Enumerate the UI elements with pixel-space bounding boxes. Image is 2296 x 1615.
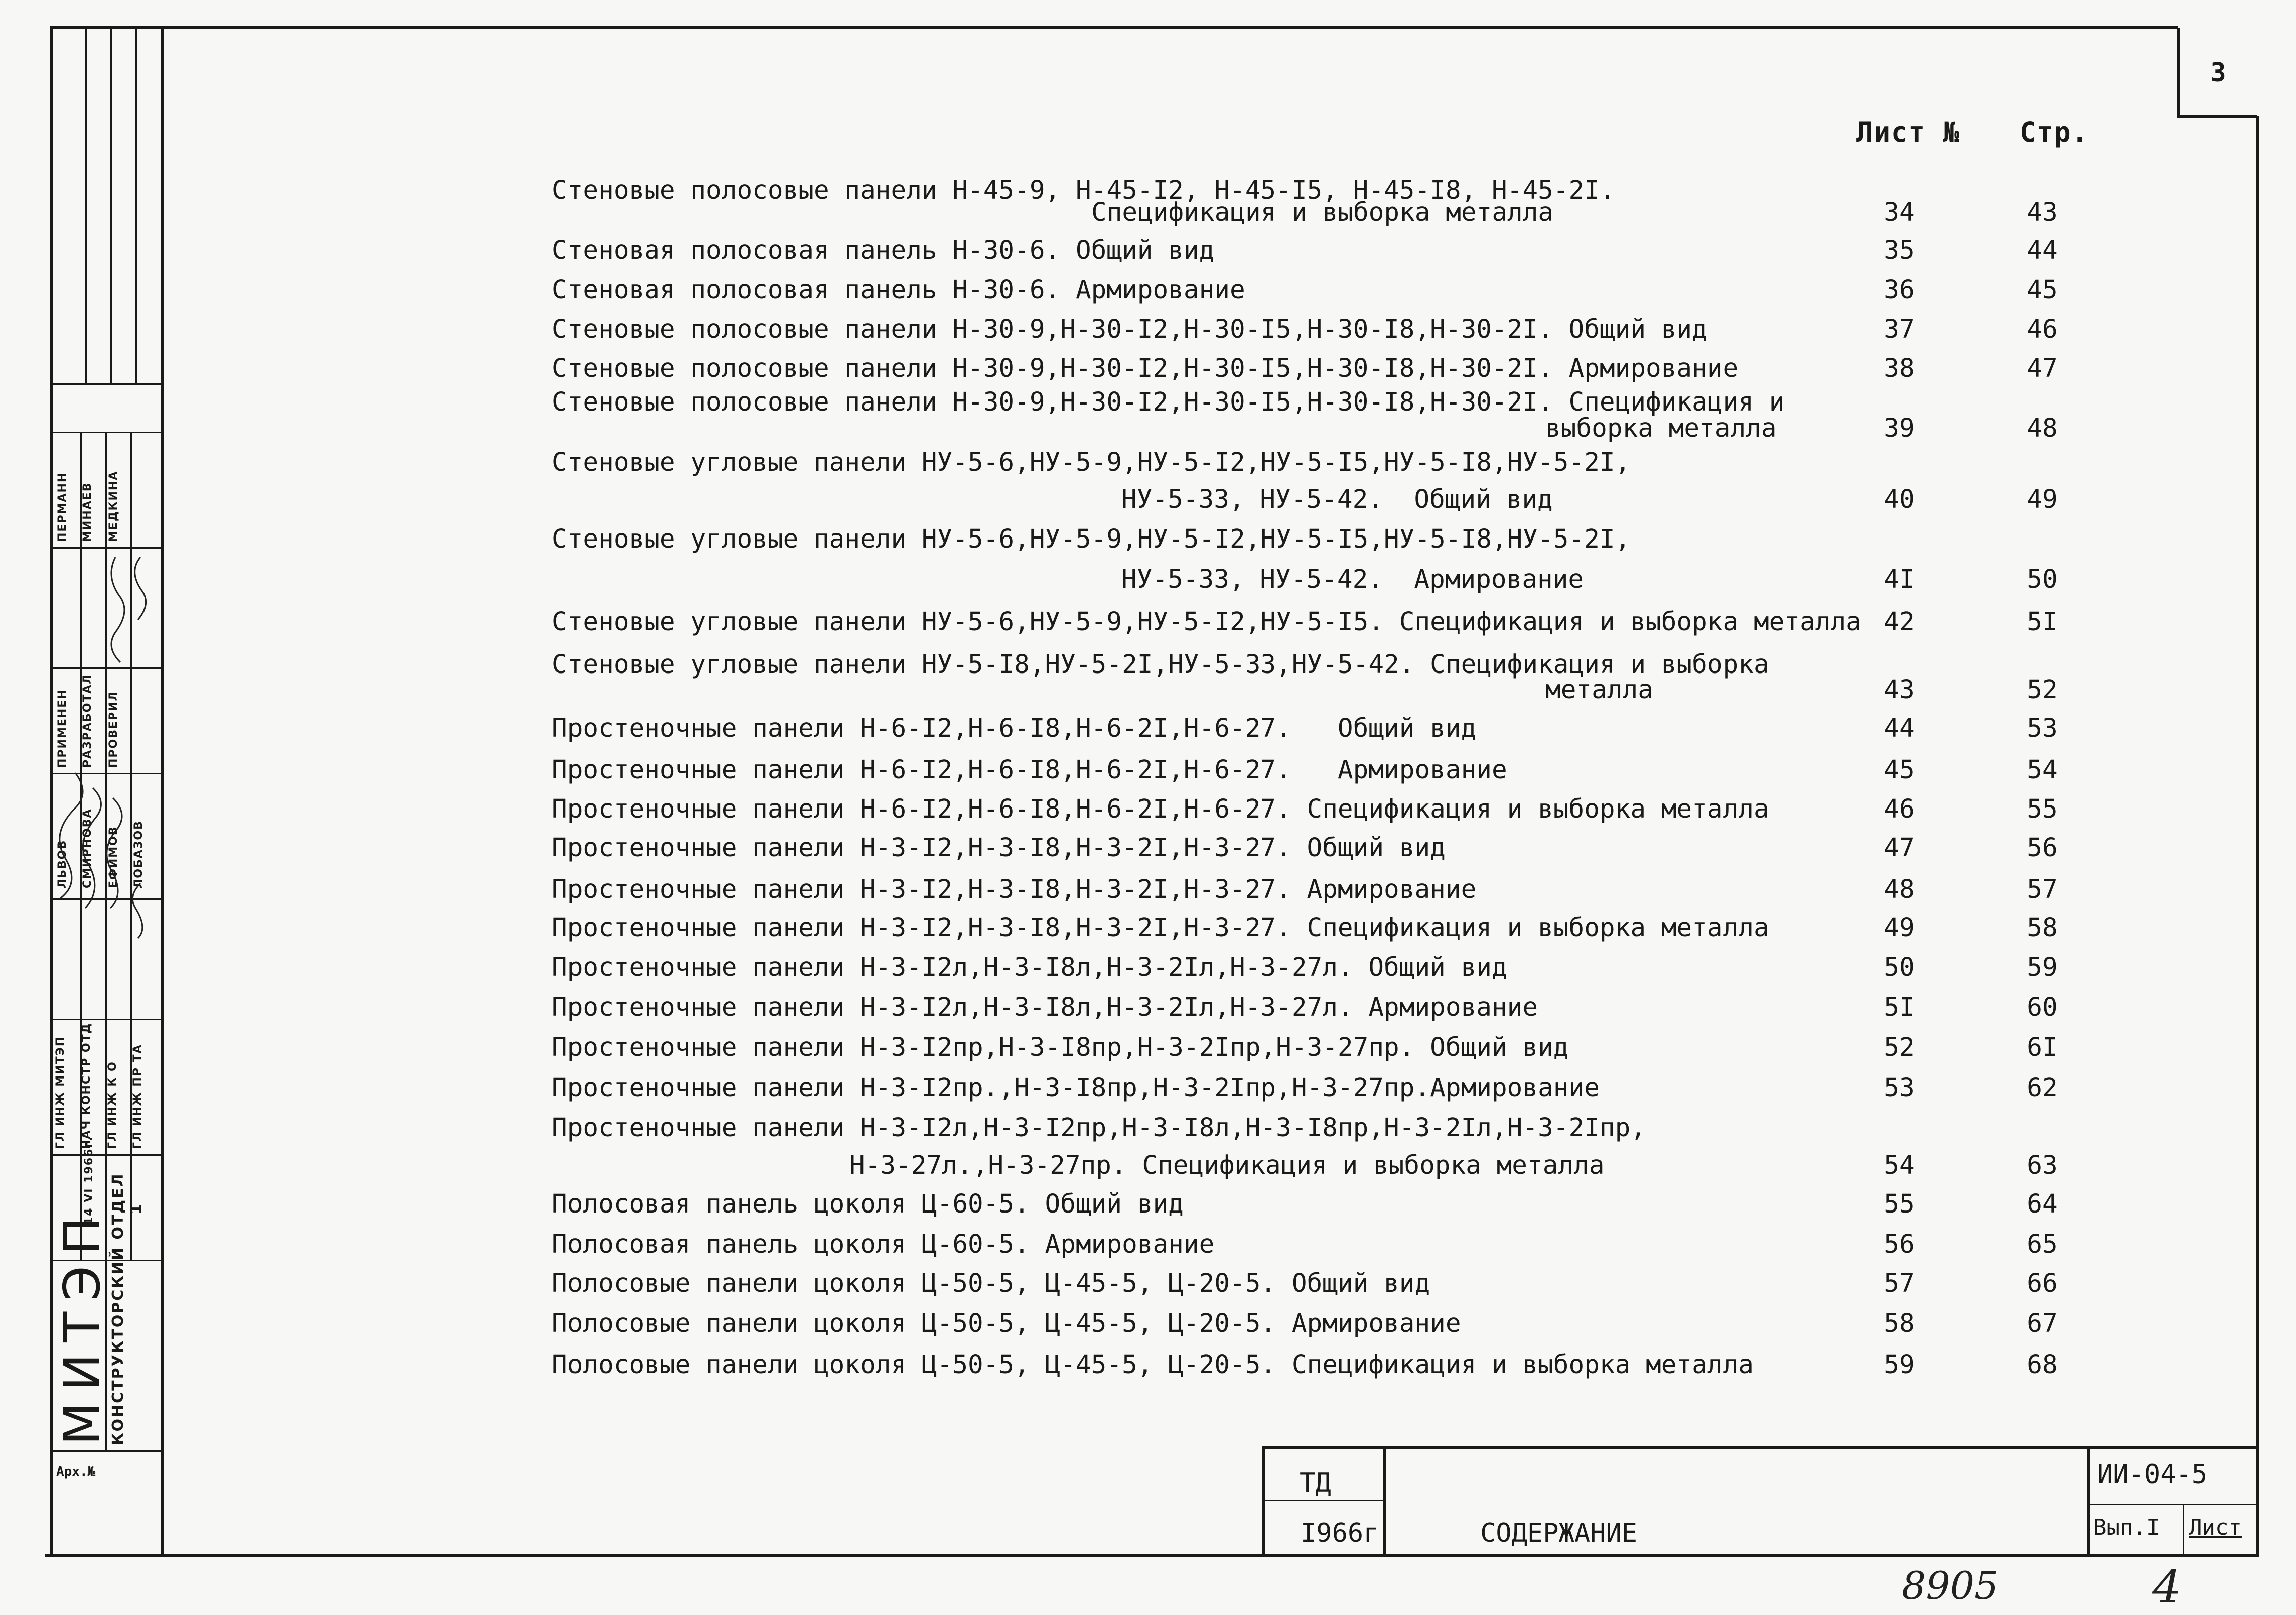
sheet-label: Лист (2189, 1515, 2242, 1540)
tb-mid2 (2087, 1504, 2258, 1505)
frame-bottom (45, 1554, 2259, 1557)
frame-top (50, 26, 2178, 29)
signature-marks (50, 547, 164, 1159)
name2-3: МЕДКИНА (107, 470, 120, 542)
role-2: НАЧ КОНСТР ОТД (80, 1022, 93, 1149)
dept-name: КОНСТРУКТОРСКИЙ ОТДЕЛ (109, 1172, 127, 1445)
stamp-divider (135, 26, 137, 383)
stamp-date: 14 VI 1966г. (83, 1136, 95, 1225)
handwritten-number: 8905 (1902, 1563, 1999, 1608)
archive-label: Арх.№ (56, 1464, 96, 1479)
stamp-divider (110, 26, 112, 383)
doc-title: СОДЕРЖАНИЕ (1480, 1518, 1638, 1548)
role-4: ГЛ ИНЖ ПР ТА (131, 1044, 144, 1149)
role2-3: ПРОВЕРИЛ (107, 691, 120, 768)
page-number: 3 (2177, 28, 2257, 118)
name-2: СМИРНОВА (81, 808, 94, 888)
stamp-divider (85, 26, 87, 383)
name-3: ЕФИМОВ (107, 826, 120, 888)
td-label: ТД (1300, 1468, 1331, 1498)
sheet-column-header: Лист № (1856, 116, 1961, 148)
stamp-divider (50, 432, 164, 433)
page-column-header: Стр. (2020, 116, 2089, 148)
stamp-divider (50, 1450, 164, 1452)
tb-div3 (2183, 1504, 2184, 1554)
name-4: ЛОБАЗОВ (132, 820, 145, 888)
role2-2: РАЗРАБОТАЛ (81, 674, 94, 768)
role-3: ГЛ ИНЖ К О (106, 1061, 119, 1149)
tb-top (1262, 1446, 2258, 1449)
tb-div2 (2087, 1446, 2090, 1554)
name2-2: МИНАЕВ (81, 482, 94, 542)
handwritten-sheet: 4 (2152, 1561, 2182, 1613)
org-name: МИТЭП (53, 1205, 111, 1445)
td-year: I966г (1301, 1518, 1379, 1548)
frame-right (2256, 116, 2259, 1557)
role2-1: ПРИМЕНЕН (56, 689, 69, 768)
name2-1: ПЕРМАНН (56, 472, 69, 542)
stamp-divider (50, 383, 164, 385)
doc-code: ИИ-04-5 (2097, 1459, 2208, 1490)
role-1: ГЛ ИНЖ МИТЭП (54, 1036, 67, 1149)
tb-mid (1262, 1500, 1385, 1501)
issue-label: Вып.I (2093, 1515, 2160, 1540)
name-1: ЛЬВОВ (56, 839, 69, 888)
stamp-number: 1 (128, 1202, 146, 1215)
